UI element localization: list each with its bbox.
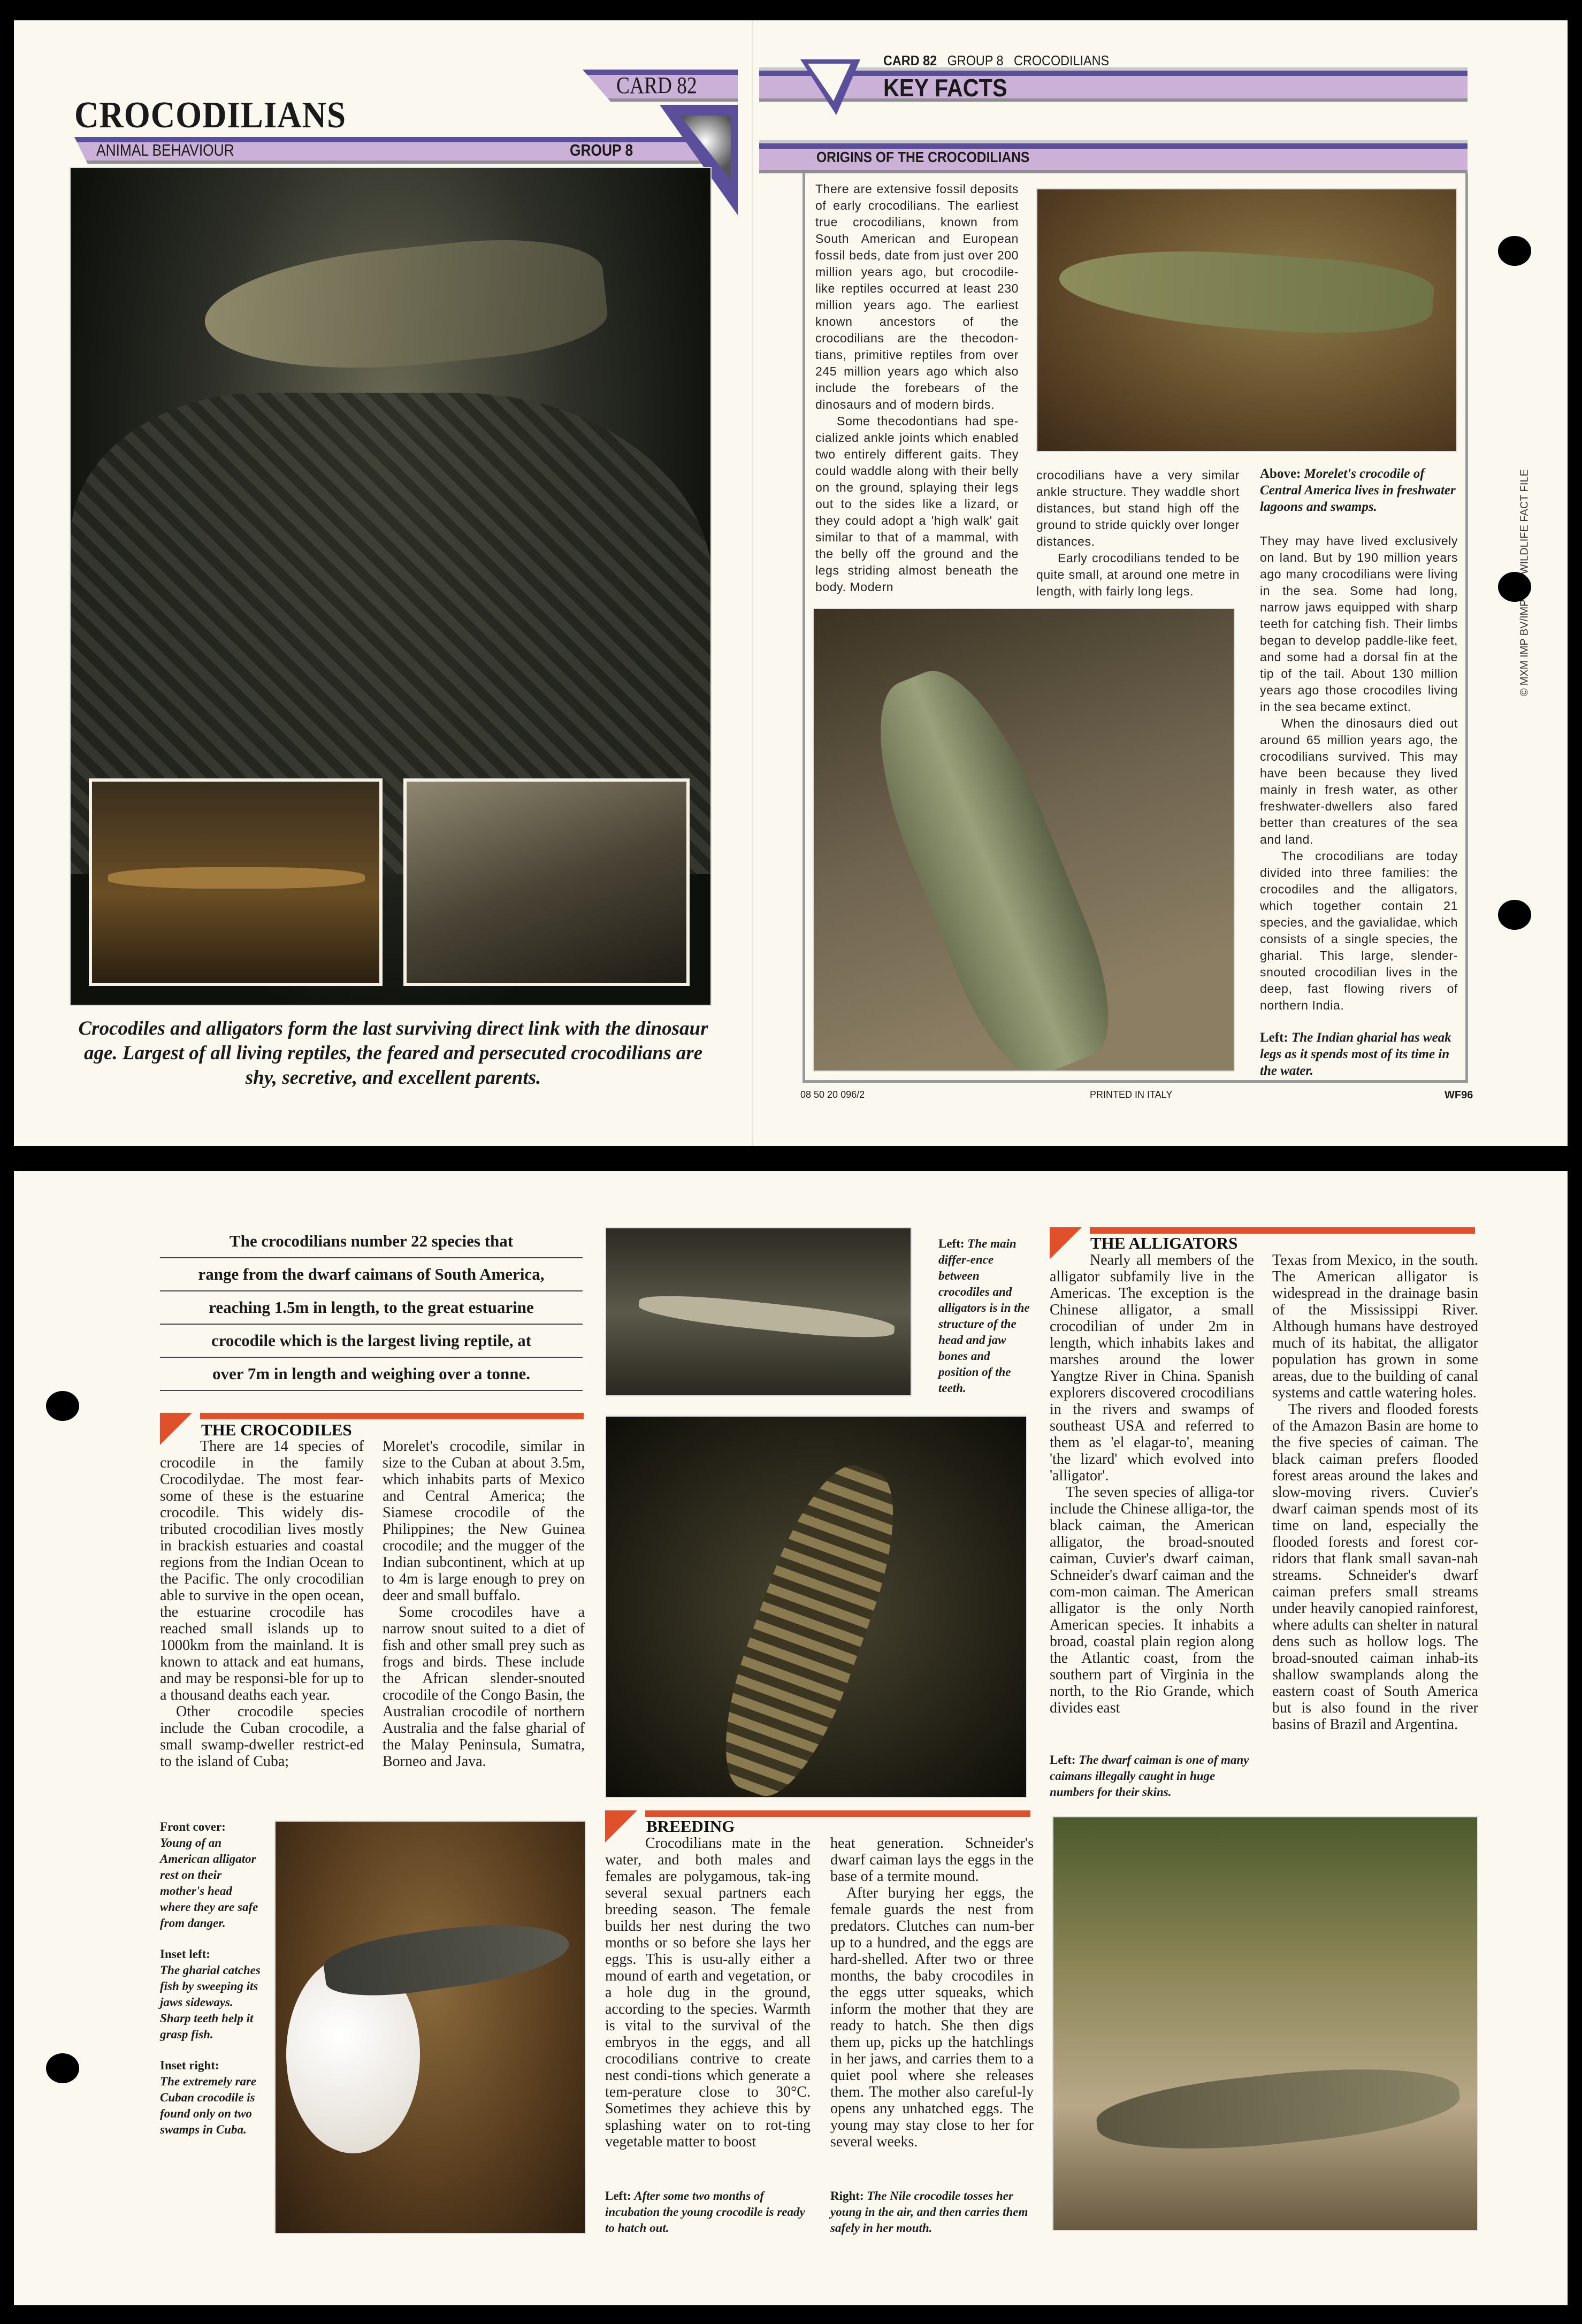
caption-caiman (1050, 1752, 1254, 1800)
paragraph: The crocodilians are today divided into three families: the crocodiles and the alligators, which together contain 21 species, and the gavialidae, which consists of a single species, the gharial. This large, slender-snouted crocodilian lives in the deep, fast flowing rivers of northern India. (1260, 849, 1458, 1012)
caption-gharial (938, 1236, 1032, 1396)
paragraph: Other crocodile species include the Cuban crocodile, a small swamp-dweller restrict-ed to the island of Cuba; (160, 1703, 364, 1770)
paragraph: heat generation. Schneider's dwarf caiman lays the eggs in the base of a termite mound. (830, 1835, 1034, 1885)
paragraph: Crocodilians mate in the water, and both males and females are polygamous, tak-ing several sexual partners each breeding season. The female builds her nest during the two months or so before she lays her eggs. This is usu-ally either a mound of earth and vegetation, or a hole dug in the ground, according to the species. Warmth is vital to the survival of the embryos in the eggs, and all crocodilians contrive to create nest condi-tions which generate a tem-perature close to 30°C. Sometimes they achieve this by splashing water on to rot-ting vegetable matter to boost (605, 1835, 811, 2150)
origins-col1 (815, 181, 1019, 595)
photo-nile-crocodile (1052, 1816, 1478, 2231)
paragraph: Some crocodiles have a narrow snout suited to a diet of fish and other small prey such as frogs and birds. These include the African slender-snouted crocodile of the Congo Basin, the Australian crocodile of northern Australia and the false gharial of the Malay Peninsula, Sumatra, Borneo and Java. (383, 1604, 585, 1770)
intro-line: reaching 1.5m in length, to the great estuarine (160, 1291, 583, 1325)
paragraph: The seven species of alliga-tor include the Chinese alliga-tor, the black caiman, the American alligator, the broad-snouted caiman, Cuvier's dwarf caiman, Schneider's dwarf caiman and the com-mon caiman. The American alligator is the only North American species. It inhabits a broad, coastal plain region along the Atlantic coast, from the southern part of Virginia in the north, to the Rio Grande, which divides east (1050, 1484, 1254, 1716)
caption-label: Above: (1260, 467, 1301, 481)
binder-hole (1498, 572, 1531, 602)
alligators-heading: THE ALLIGATORS (1090, 1234, 1238, 1252)
inset-photo-gharial (89, 778, 383, 986)
crocodile-shape (1057, 241, 1435, 341)
photo-dwarf-caiman (605, 1416, 1027, 1798)
lead-caption: Crocodiles and alligators form the last surviving direct link with the dinosaur age. Largest of all living reptiles, the feared and persecuted crocodilians are shy, secretive, and excellent parents. (78, 1018, 708, 1089)
caption-text: The Nile crocodile tosses her young in the air, and then carries them safely in her mouth. (830, 2189, 1028, 2235)
caption-label: Left: (605, 2189, 631, 2203)
paragraph: Texas from Mexico, in the south. The American alligator is widespread in the drainage basin of the Mississippi River. Although humans have destroyed much of its habitat, the alligator population has grown in some areas, due to the building of canal systems and cattle watering holes. (1272, 1252, 1478, 1401)
key-facts-title: KEY FACTS (883, 74, 1007, 102)
paragraph: Nearly all members of the alligator subfamily live in the Americas. The exception is the Chinese alligator, a small crocodilian of under 2m in length, which inhabits lakes and marshes around the lower Yangtze River in China. Spanish explorers discovered crocodilians in the rivers and swamps of southeast USA and referred to them as 'el elagar-to', meaning 'the lizard' which evolved into 'alligator'. (1050, 1252, 1254, 1484)
paragraph: There are 14 species of crocodile in the family Crocodilydae. The most fear-some of these is the estuarine crocodile. This widely dis-tributed crocodilian lives mostly in brackish estuaries and coastal regions from the Indian Ocean to the Pacific. The only crocodilian able to survive in the open ocean, the estuarine crocodile has reached small islands up to 1000km from the mainland. It is known to attack and eat humans, and may be responsi-ble for up to a thousand deaths each year. (160, 1438, 364, 1703)
paragraph: Morelet's crocodile, similar in size to the Cuban at about 3.5m, which inhabits parts of Mexico and Central America; the Siamese crocodile of the Philippines; the New Guinea crocodile; and the mugger of the Indian subcontinent, which at up to 4m is large enough to prey on deer and small buffalo. (383, 1438, 585, 1604)
footer-ref: WF96 (1445, 1089, 1473, 1101)
kf-topic: CROCODILIANS (1014, 52, 1110, 68)
caption-label: Front cover: (160, 1820, 226, 1833)
intro-line: range from the dwarf caimans of South America, (160, 1258, 583, 1291)
card-number: CARD 82 (616, 72, 697, 98)
caption-text: The extremely rare Cuban crocodile is found only on two swamps in Cuba. (160, 2075, 257, 2136)
paragraph: crocodilians have a very similar ankle structure. They waddle short distances, but stand high off the ground to stride quickly over longer distances. (1036, 468, 1240, 548)
inset-photo-cuban-crocodile (403, 778, 690, 986)
intro-line: crocodile which is the largest living reptile, at (160, 1325, 583, 1358)
caption-label: Left: (1260, 1030, 1288, 1045)
alligators-col2 (1272, 1252, 1478, 1733)
kf-card: CARD 82 (883, 52, 937, 68)
caption-label: Inset right: (160, 2059, 219, 2072)
alligators-band (1090, 1227, 1475, 1234)
paragraph: There are extensive fossil deposits of early crocodilians. The earliest true crocodilians, known from South American and European fossil beds, date from just over 200 million years ago, but crocodile-like reptiles occurred at least 230 million years ago. The earliest known ancestors of the crocodilians are the thecodon-tians, primitive reptiles from over 245 million years ago which also include the forebears of the dinosaurs and of modern birds. (815, 182, 1019, 411)
cover-captions (160, 1819, 262, 2138)
kf-breadcrumb (883, 52, 1109, 69)
caption-label: Left: (1050, 1753, 1076, 1767)
caption-label: Left: (938, 1237, 965, 1250)
fold-line (752, 20, 753, 1146)
alligator-head-shape (200, 227, 611, 386)
photo-hatching-crocodile (274, 1821, 586, 2234)
paragraph: Some thecodontians had spe-cialized ankle joints which enabled two entirely different gaits. They could waddle along with their belly on the ground, splaying their legs out to the sides like a lizard, or they could adopt a 'high walk' gait similar to that of a mammal, with the belly off the ground and the legs striding almost beneath the body. Modern (815, 414, 1019, 594)
binder-hole (46, 2053, 79, 2083)
caption-label: Right: (830, 2189, 864, 2203)
footer-code: 08 50 20 096/2 (800, 1089, 865, 1100)
hatchling-shape (321, 1912, 573, 2005)
photo-morelets-crocodile (1036, 188, 1457, 452)
breeding-col1 (605, 1835, 811, 2150)
key-facts-band (759, 71, 1468, 102)
crocodiles-band (200, 1413, 584, 1419)
photo-indian-gharial (813, 608, 1235, 1072)
category-label: ANIMAL BEHAVIOUR (96, 141, 234, 159)
breeding-heading: BREEDING (646, 1817, 735, 1836)
paragraph: When the dinosaurs died out around 65 million years ago, the crocodilians survived. This may have been because they lived mainly in fresh water, as other freshwater-dwellers also fared better than creatures of the sea and land. (1260, 716, 1458, 846)
binder-hole (46, 1391, 79, 1421)
paragraph: Early crocodilians tended to be quite small, at around one metre in length, with fairly long legs. (1036, 551, 1240, 598)
gharial-snout-shape (108, 867, 365, 889)
page-title: CROCODILIANS (74, 95, 346, 136)
binder-hole (1498, 236, 1531, 266)
crocodiles-heading: THE CROCODILES (201, 1420, 352, 1439)
caption-text: The Indian gharial has weak legs as it spends most of its time in the water. (1260, 1030, 1451, 1078)
origins-col3 (1260, 533, 1458, 1014)
caption-label: Inset left: (160, 1947, 210, 1961)
breeding-col2 (830, 1835, 1034, 2150)
caption-text: Young of an American alligator rest on their mother's head where they are safe from danger. (160, 1836, 258, 1930)
paragraph: After burying her eggs, the female guards the nest from predators. Clutches can num-ber up to a hundred, and the eggs are hard-shelled. After two or three months, the baby crocodiles in the eggs utter squeaks, which inform the mother that they are ready to hatch. She then digs them up, picks up the hatchlings in her jaws, and carries them to a quiet pool where she releases them. The mother also careful-ly opens any unhatched eggs. The young may stay close to her for several weeks. (830, 1885, 1034, 2150)
footer-printed: PRINTED IN ITALY (1090, 1089, 1173, 1100)
caption-text: The gharial catches fish by sweeping its jaws sideways. Sharp teeth help it grasp fish. (160, 1963, 261, 2041)
caption-text: The dwarf caiman is one of many caimans illegally caught in huge numbers for their skins. (1050, 1753, 1249, 1799)
caption-above (1260, 465, 1458, 515)
kf-group: GROUP 8 (947, 52, 1004, 68)
caiman-shape (701, 1451, 919, 1798)
gharial-shape (847, 652, 1133, 1072)
crocodiles-col2 (383, 1438, 585, 1770)
paragraph: The rivers and flooded forests of the Amazon Basin are home to the five species of caiman. The black caiman prefers flooded forest areas around the lakes and slow-moving rivers. Cuvier's dwarf caiman spends most of its time on land, especially the flooded forests and forest cor-ridors that flank small savan-nah streams. Schneider's dwarf caiman prefers small streams under heavily canopied rainforest, where adults can shelter in natural dens such as hollow logs. The broad-snouted caiman inhab-its shallow swamplands along the eastern coast of South America but is also found in the river basins of Brazil and Argentina. (1272, 1401, 1478, 1733)
intro-line: The crocodilians number 22 species that (160, 1225, 583, 1258)
photo-gharial-underwater (605, 1227, 912, 1396)
paragraph: They may have lived exclusively on land. But by 190 million years ago many crocodilians were living in the sea. Some had long, narrow jaws equipped with sharp teeth for catching fish. Their limbs began to develop paddle-like feet, and some had a dorsal fin at the tip of the tail. About 130 million years ago those crocodiles living in the sea became extinct. (1260, 534, 1458, 714)
intro-block (160, 1225, 583, 1391)
caption-text: After some two months of incubation the young crocodile is ready to hatch out. (605, 2189, 805, 2235)
breeding-band (645, 1810, 1030, 1817)
origins-heading: ORIGINS OF THE CROCODILIANS (816, 149, 1030, 165)
caption-text: The main differ-ence between crocodiles and alligators is in the structure of the head and jaw bones and position of the teeth. (938, 1237, 1030, 1395)
caption-text: Morelet's crocodile of Central America lives in freshwater lagoons and swamps. (1260, 467, 1456, 514)
crocodiles-col1 (160, 1438, 364, 1770)
gharial-snout-shape (638, 1290, 896, 1343)
caption-left-gharial (1260, 1029, 1458, 1079)
origins-col2 (1036, 467, 1240, 600)
caption-breeding-left (605, 2188, 808, 2236)
group-label: GROUP 8 (570, 141, 633, 159)
alligators-col1 (1050, 1252, 1254, 1716)
caption-breeding-right (830, 2188, 1036, 2236)
crocodile-shape (1094, 2055, 1463, 2162)
intro-line: over 7m in length and weighing over a tonne. (160, 1358, 583, 1391)
binder-hole (1498, 900, 1531, 930)
